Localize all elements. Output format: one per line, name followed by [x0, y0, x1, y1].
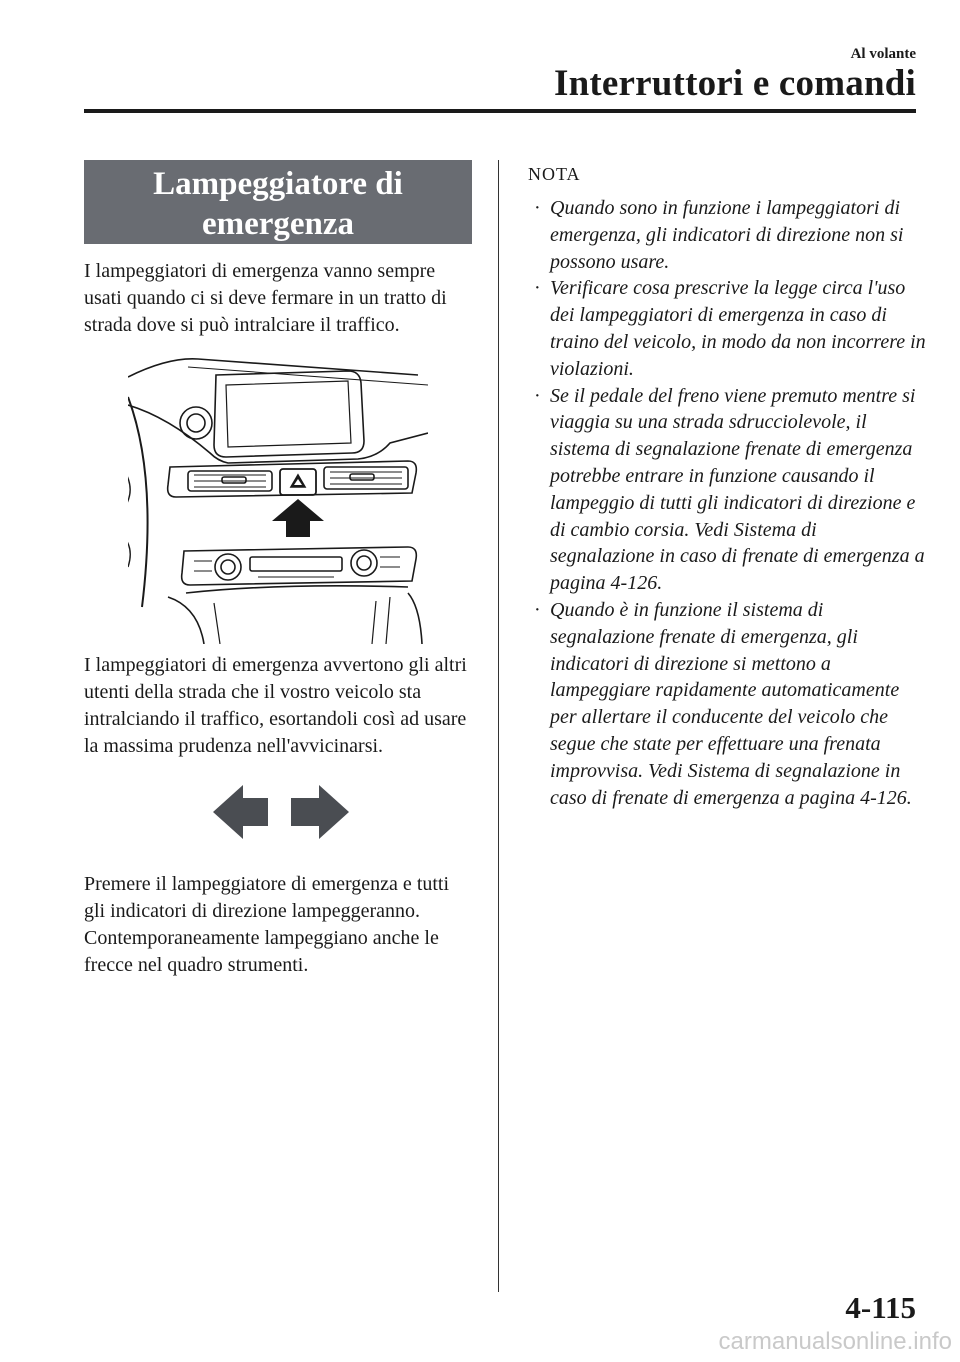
bullet: ·	[534, 277, 541, 300]
note-item	[526, 383, 926, 597]
note-item	[526, 195, 926, 275]
warning-paragraph: I lampeggiatori di emergenza avvertono gli altri utenti della strada che il vostro veicolo sta intralciando il traffico, esortandoli così ad usare la massima prudenza nell'avvicinarsi.	[84, 654, 467, 757]
note-item-text: Quando è in funzione il sistema di segnalazione frenate di emergenza, gli indicatori di direzione si mettono a lampeggiare rapidamente automaticamente per allertare il conducente del veicolo che segue che state per effettuare una frenata improvvisa. Vedi Sistema di segnalazione in caso di frenate di emergenza a pagina 4-126.	[550, 598, 912, 809]
intro-paragraph: I lampeggiatori di emergenza vanno sempre usati quando ci si deve fermare in un tratto di strada dove si può intralciare il traffico.	[84, 260, 447, 336]
note-list	[526, 195, 926, 811]
bullet: ·	[534, 197, 541, 219]
left-column	[84, 160, 472, 979]
operation-paragraph: Premere il lampeggiatore di emergenza e tutti gli indicatori di direzione lampeggeranno. Contemporaneamente lampeggiano anche le frecce nel quadro strumenti.	[84, 873, 450, 976]
section-title-box	[84, 160, 472, 244]
dashboard-figure	[84, 357, 472, 644]
bullet: ·	[534, 384, 541, 407]
note-item	[526, 275, 926, 382]
section-title-line2: emergenza	[201, 206, 355, 242]
turn-indicators	[84, 777, 472, 855]
bullet: ·	[534, 598, 541, 621]
watermark: carmanualsonline.info	[718, 1328, 952, 1355]
indicator-arrows	[213, 785, 349, 839]
header-chapter-title: Interruttori e comandi	[554, 63, 916, 104]
dashboard-hazard-button-illustration	[128, 357, 428, 644]
column-divider	[498, 160, 499, 1292]
note-item-text: Verificare cosa prescrive la legge circa l'uso dei lampeggiatori di emergenza in caso di traino del veicolo, in modo da non incorrere in violazioni.	[550, 277, 926, 380]
note-title: NOTA	[528, 164, 581, 184]
header-section-label: Al volante	[850, 46, 916, 62]
section-title-line1: Lampeggiatore di	[153, 166, 403, 202]
page-number: 4-115	[845, 1290, 916, 1325]
arrow-left-icon	[213, 785, 268, 839]
right-column	[526, 160, 926, 811]
note-item	[526, 597, 926, 811]
note-item-text: Quando sono in funzione i lampeggiatori di emergenza, gli indicatori di direzione non si possono usare.	[550, 197, 904, 273]
note-item-text: Se il pedale del freno viene premuto mentre si viaggia su una strada sdrucciolevole, il sistema di segnalazione frenate di emergenza potrebbe entrare in funzione causando il lampeggio di tutti gli indicatori di direzione e di cambio corsia. Vedi Sistema di segnalazione in caso di frenate di emergenza a pagina 4-126.	[550, 384, 925, 595]
arrow-right-icon	[291, 785, 349, 839]
header-rule	[84, 109, 916, 113]
